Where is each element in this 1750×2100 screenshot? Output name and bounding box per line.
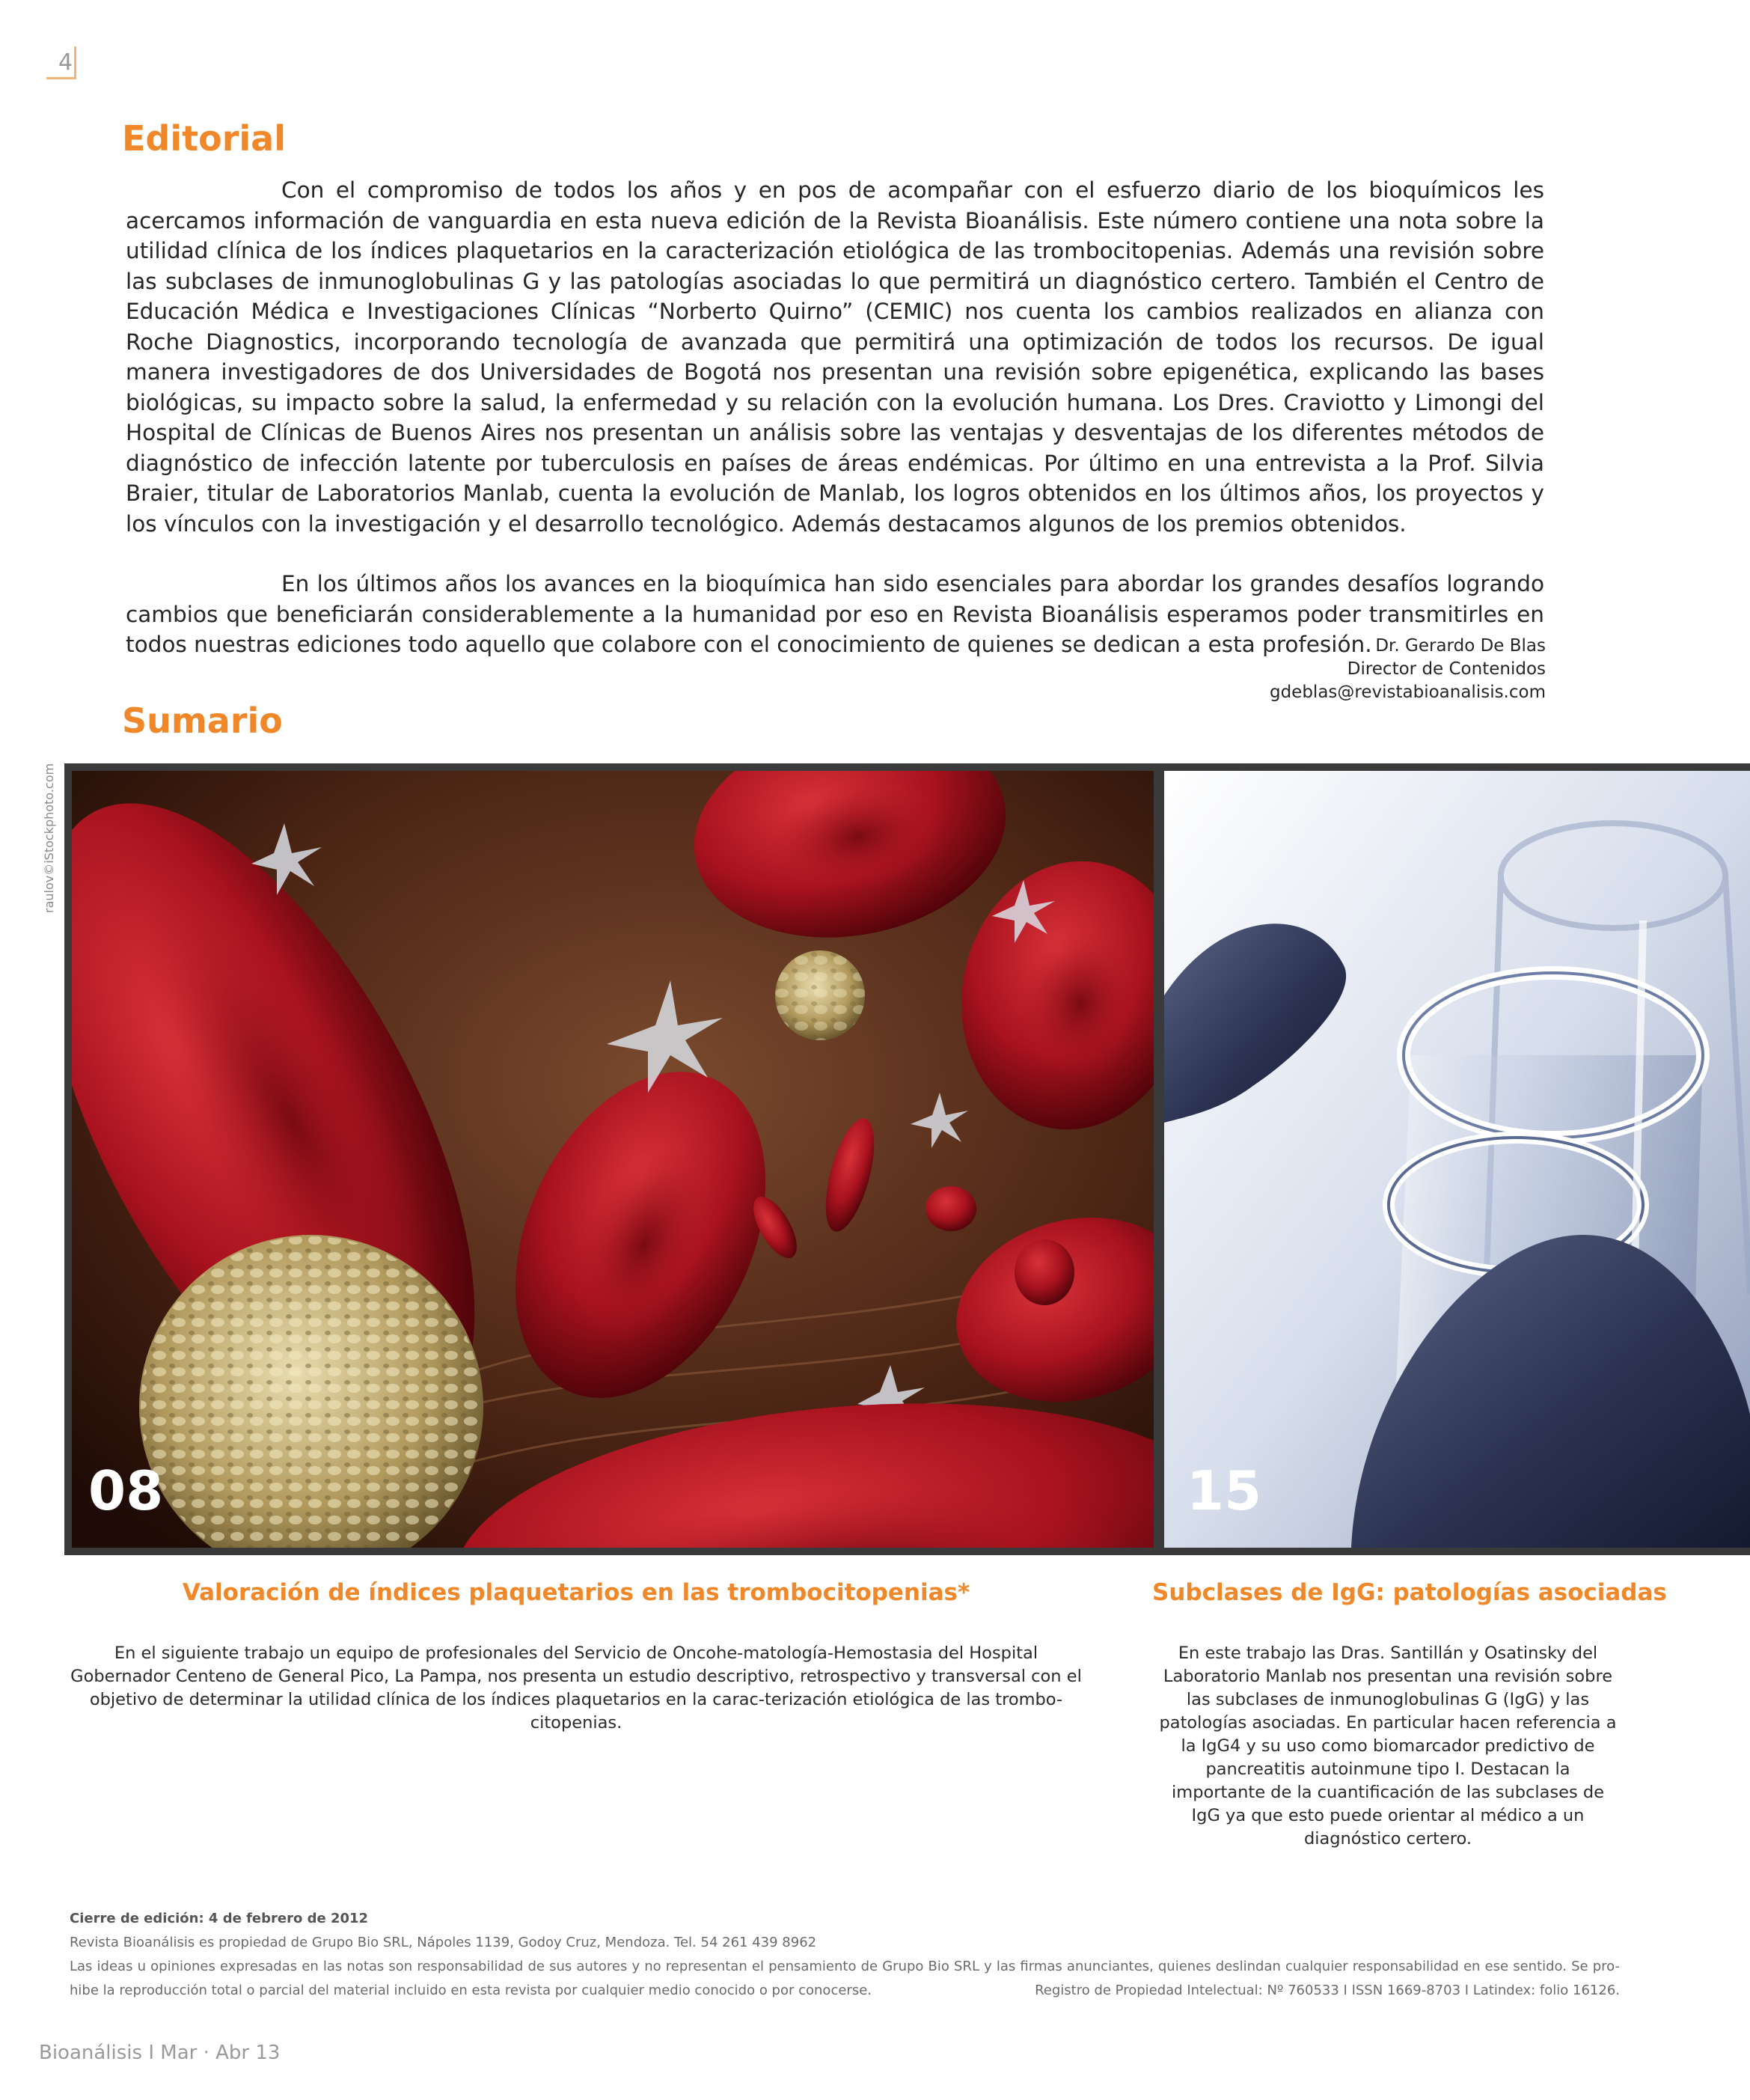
owner-line: Revista Bioanálisis es propiedad de Grupo Bio SRL, Nápoles 1139, Godoy Cruz, Mendoza. Tel. 54 261 439 8962 — [70, 1935, 817, 1950]
article-2-summary: En este trabajo las Dras. Santillán y Osatinsky del Laboratorio Manlab nos presentan una revisión sobre las subclases de inmunoglobulinas G (IgG) y las patologías asociadas. En particular hacen referencia a la IgG4 y su uso como biomarcador predictivo de pancreatitis autoinmune tipo I. Destacan la importante de la cuantificación de las subclases de IgG ya que esto puede orientar al médico a un diagnóstico certero. — [1159, 1643, 1617, 1849]
article-2-page-number: 15 — [1187, 1459, 1262, 1522]
registry-line: Registro de Propiedad Intelectual: Nº 760533 I ISSN 1669-8703 I Latindex: folio 16126. — [1035, 1983, 1620, 1998]
closing-date: Cierre de edición: 4 de febrero de 2012 — [70, 1911, 369, 1926]
disclaimer-line-1: Las ideas u opiniones expresadas en las notas son responsabilidad de sus autores y no representan el pensamiento de Grupo Bio SRL y las firmas anunciantes, quienes deslindan cualquier responsabilidad en ese sentido. Se pro- — [70, 1959, 1620, 1974]
article-1-page-number: 08 — [88, 1459, 164, 1522]
sumario-heading: Sumario — [122, 700, 283, 741]
editorial-body — [126, 175, 1544, 690]
signature-name: Dr. Gerardo De Blas — [1375, 636, 1546, 656]
editorial-paragraph-2: En los últimos años los avances en la bioquímica han sido esenciales para abordar los grandes desafíos logrando cambios que beneficiarán considerablemente a la humanidad por eso en Revista Bioanálisis esperamos poder transmitirles en todos nuestras ediciones todo aquello que colabore con el conocimiento de quienes se dedican a esta profesión. — [126, 571, 1544, 657]
magazine-issue: Bioanálisis I Mar · Abr 13 — [39, 2042, 281, 2064]
editorial-signature — [1122, 635, 1546, 704]
photo-credit-text: raulov©iStockphoto.com — [42, 763, 56, 913]
editorial-paragraph-1: Con el compromiso de todos los años y en pos de acompañar con el esfuerzo diario de los bioquímicos les acercamos información de vanguardia en esta nueva edición de la Revista Bioanálisis. Este número contiene una nota sobre la utilidad clínica de los índices plaquetarios en la caracterización etiológica de las trombocitopenias. Además una revisión sobre las subclases de inmunoglobulinas G y las patologías asociadas lo que permitirá un diagnóstico certero. También el Centro de Educación Médica e Investigaciones Clínicas “Norberto Quirno” (CEMIC) nos cuenta los cambios realizados en alianza con Roche Diagnostics, incorporando tecnología de avanzada que permitirá una optimización de todos los recursos. De igual manera investigadores de dos Universidades de Bogotá nos presentan una revisión sobre epigenética, explicando las bases biológicas, su impacto sobre la salud, la enfermedad y su relación con la evolución humana. Los Dres. Craviotto y Limongi del Hospital de Clínicas de Buenos Aires nos presentan un análisis sobre las ventajas y desventajas de los diferentes métodos de diagnóstico de infección latente por tuberculosis en países de áreas endémicas. Por último en una entrevista a la Prof. Silvia Braier, titular de Laboratorios Manlab, cuenta la evolución de Manlab, los logros obtenidos en los últimos años, los proyectos y los vínculos con la investigación y el desarrollo tecnológico. Además destacamos algunos de los premios obtenidos. — [126, 177, 1544, 537]
disclaimer-row — [70, 1979, 1620, 2003]
signature-email: gdeblas@revistabioanalisis.com — [1269, 683, 1546, 702]
photo-credit — [42, 763, 64, 913]
article-1-summary: En el siguiente trabajo un equipo de profesionales del Servicio de Oncohe-matología-Hemostasia del Hospital Gobernador Centeno de General Pico, La Pampa, nos presenta un estudio descriptivo, retrospectivo y transversal con el objetivo de determinar la utilidad clínica de los índices plaquetarios en la carac-terización etiológica de las trombo-citopenias. — [70, 1643, 1082, 1733]
editorial-heading: Editorial — [122, 118, 286, 159]
disclaimer-line-2: hibe la reproducción total o parcial del material incluido en esta revista por cualquier medio conocido o por conocerse. — [70, 1983, 872, 1998]
footer-colophon — [70, 1907, 1620, 2003]
article-2-title[interactable]: Subclases de IgG: patologías asociadas — [1152, 1579, 1667, 1606]
page-number: 4 — [46, 46, 76, 79]
article-2-image[interactable] — [1164, 771, 1750, 1548]
signature-role: Director de Contenidos — [1347, 659, 1546, 679]
article-1-image[interactable] — [72, 771, 1154, 1548]
article-1-title[interactable]: Valoración de índices plaquetarios en las trombocitopenias* — [182, 1579, 970, 1606]
